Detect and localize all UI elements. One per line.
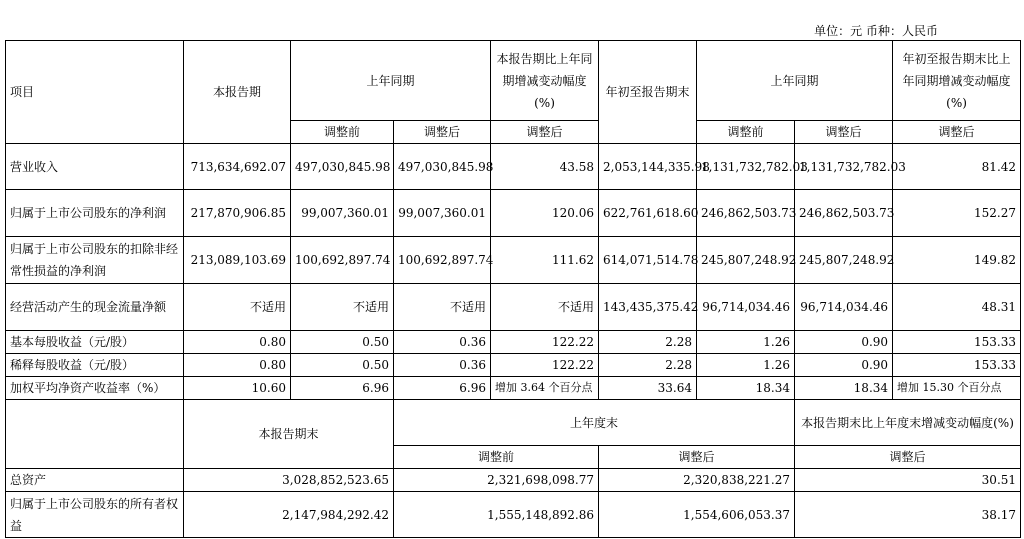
cell: 增加 3.64 个百分点 <box>491 377 599 400</box>
header-after-adjust-change: 调整后 <box>491 121 599 144</box>
cell: 622,761,618.60 <box>599 190 697 237</box>
cell: 1,131,732,782.03 <box>795 144 893 190</box>
cell: 3,028,852,523.65 <box>184 469 394 492</box>
unit-currency-note: 单位：元 币种：人民币 <box>814 24 938 38</box>
financial-data-table <box>5 40 1021 538</box>
cell: 2.28 <box>599 331 697 354</box>
header2-after-adjust: 调整后 <box>599 446 795 469</box>
header2-change: 本报告期末比上年度末增减变动幅度(%) <box>795 400 1021 446</box>
header-after-adjust-2: 调整后 <box>795 121 893 144</box>
header2-end-of-last-year: 上年度末 <box>394 400 795 446</box>
cell: 153.33 <box>893 354 1021 377</box>
cell: 1,555,148,892.86 <box>394 492 599 538</box>
header-current-period: 本报告期 <box>184 41 291 144</box>
header-change-current: 本报告期比上年同期增减变动幅度(%) <box>491 41 599 121</box>
cell: 10.60 <box>184 377 291 400</box>
header-prior-year-same-period-2: 上年同期 <box>697 41 893 121</box>
cell: 30.51 <box>795 469 1021 492</box>
row-label: 基本每股收益（元/股） <box>6 331 184 354</box>
cell: 2,320,838,221.27 <box>599 469 795 492</box>
cell: 1.26 <box>697 354 795 377</box>
cell: 不适用 <box>184 284 291 331</box>
cell: 245,807,248.92 <box>697 237 795 284</box>
cell: 2,147,984,292.42 <box>184 492 394 538</box>
header-item: 项目 <box>6 41 184 144</box>
cell: 246,862,503.73 <box>795 190 893 237</box>
header2-before-adjust: 调整前 <box>394 446 599 469</box>
row-label: 稀释每股收益（元/股） <box>6 354 184 377</box>
cell: 0.36 <box>394 354 491 377</box>
cell: 81.42 <box>893 144 1021 190</box>
cell: 18.34 <box>795 377 893 400</box>
cell: 497,030,845.98 <box>394 144 491 190</box>
cell: 38.17 <box>795 492 1021 538</box>
cell: 0.80 <box>184 331 291 354</box>
header2-after-adjust-change: 调整后 <box>795 446 1021 469</box>
cell: 713,634,692.07 <box>184 144 291 190</box>
cell: 6.96 <box>394 377 491 400</box>
cell: 143,435,375.42 <box>599 284 697 331</box>
table-row <box>6 354 1021 377</box>
header-after-adjust: 调整后 <box>394 121 491 144</box>
cell: 0.90 <box>795 354 893 377</box>
header-before-adjust-2: 调整前 <box>697 121 795 144</box>
cell: 153.33 <box>893 331 1021 354</box>
header-after-adjust-change-2: 调整后 <box>893 121 1021 144</box>
header-change-ytd: 年初至报告期末比上年同期增减变动幅度(%) <box>893 41 1021 121</box>
cell: 99,007,360.01 <box>291 190 394 237</box>
header-prior-year-same-period: 上年同期 <box>291 41 491 121</box>
cell: 149.82 <box>893 237 1021 284</box>
cell: 0.80 <box>184 354 291 377</box>
row-label: 经营活动产生的现金流量净额 <box>6 284 184 331</box>
cell: 96,714,034.46 <box>697 284 795 331</box>
cell: 120.06 <box>491 190 599 237</box>
cell: 122.22 <box>491 354 599 377</box>
cell: 6.96 <box>291 377 394 400</box>
cell: 48.31 <box>893 284 1021 331</box>
cell: 0.50 <box>291 331 394 354</box>
row-label: 归属于上市公司股东的扣除非经常性损益的净利润 <box>6 237 184 284</box>
table-row <box>6 237 1021 284</box>
table-row <box>6 469 1021 492</box>
cell: 0.36 <box>394 331 491 354</box>
table-row <box>6 377 1021 400</box>
cell: 2,321,698,098.77 <box>394 469 599 492</box>
cell: 100,692,897.74 <box>394 237 491 284</box>
row-label: 加权平均净资产收益率（%） <box>6 377 184 400</box>
table-row <box>6 190 1021 237</box>
cell: 不适用 <box>291 284 394 331</box>
cell: 0.90 <box>795 331 893 354</box>
cell: 245,807,248.92 <box>795 237 893 284</box>
header-before-adjust: 调整前 <box>291 121 394 144</box>
cell: 0.50 <box>291 354 394 377</box>
cell: 1.26 <box>697 331 795 354</box>
cell: 2,053,144,335.98 <box>599 144 697 190</box>
cell: 2.28 <box>599 354 697 377</box>
cell: 614,071,514.78 <box>599 237 697 284</box>
cell: 246,862,503.73 <box>697 190 795 237</box>
cell: 96,714,034.46 <box>795 284 893 331</box>
row-label: 归属于上市公司股东的所有者权益 <box>6 492 184 538</box>
cell: 217,870,906.85 <box>184 190 291 237</box>
cell: 100,692,897.74 <box>291 237 394 284</box>
row-label: 营业收入 <box>6 144 184 190</box>
cell: 152.27 <box>893 190 1021 237</box>
cell: 1,554,606,053.37 <box>599 492 795 538</box>
row-label: 总资产 <box>6 469 184 492</box>
cell: 43.58 <box>491 144 599 190</box>
cell: 122.22 <box>491 331 599 354</box>
cell: 18.34 <box>697 377 795 400</box>
cell: 497,030,845.98 <box>291 144 394 190</box>
header2-end-of-period: 本报告期末 <box>184 400 394 469</box>
cell: 1,131,732,782.03 <box>697 144 795 190</box>
table-row <box>6 284 1021 331</box>
cell: 99,007,360.01 <box>394 190 491 237</box>
cell: 不适用 <box>491 284 599 331</box>
table-row <box>6 331 1021 354</box>
table-row <box>6 144 1021 190</box>
row-label: 归属于上市公司股东的净利润 <box>6 190 184 237</box>
cell: 增加 15.30 个百分点 <box>893 377 1021 400</box>
header-ytd: 年初至报告期末 <box>599 41 697 144</box>
table-row <box>6 492 1021 538</box>
cell: 111.62 <box>491 237 599 284</box>
header2-blank <box>6 400 184 469</box>
cell: 不适用 <box>394 284 491 331</box>
cell: 213,089,103.69 <box>184 237 291 284</box>
cell: 33.64 <box>599 377 697 400</box>
